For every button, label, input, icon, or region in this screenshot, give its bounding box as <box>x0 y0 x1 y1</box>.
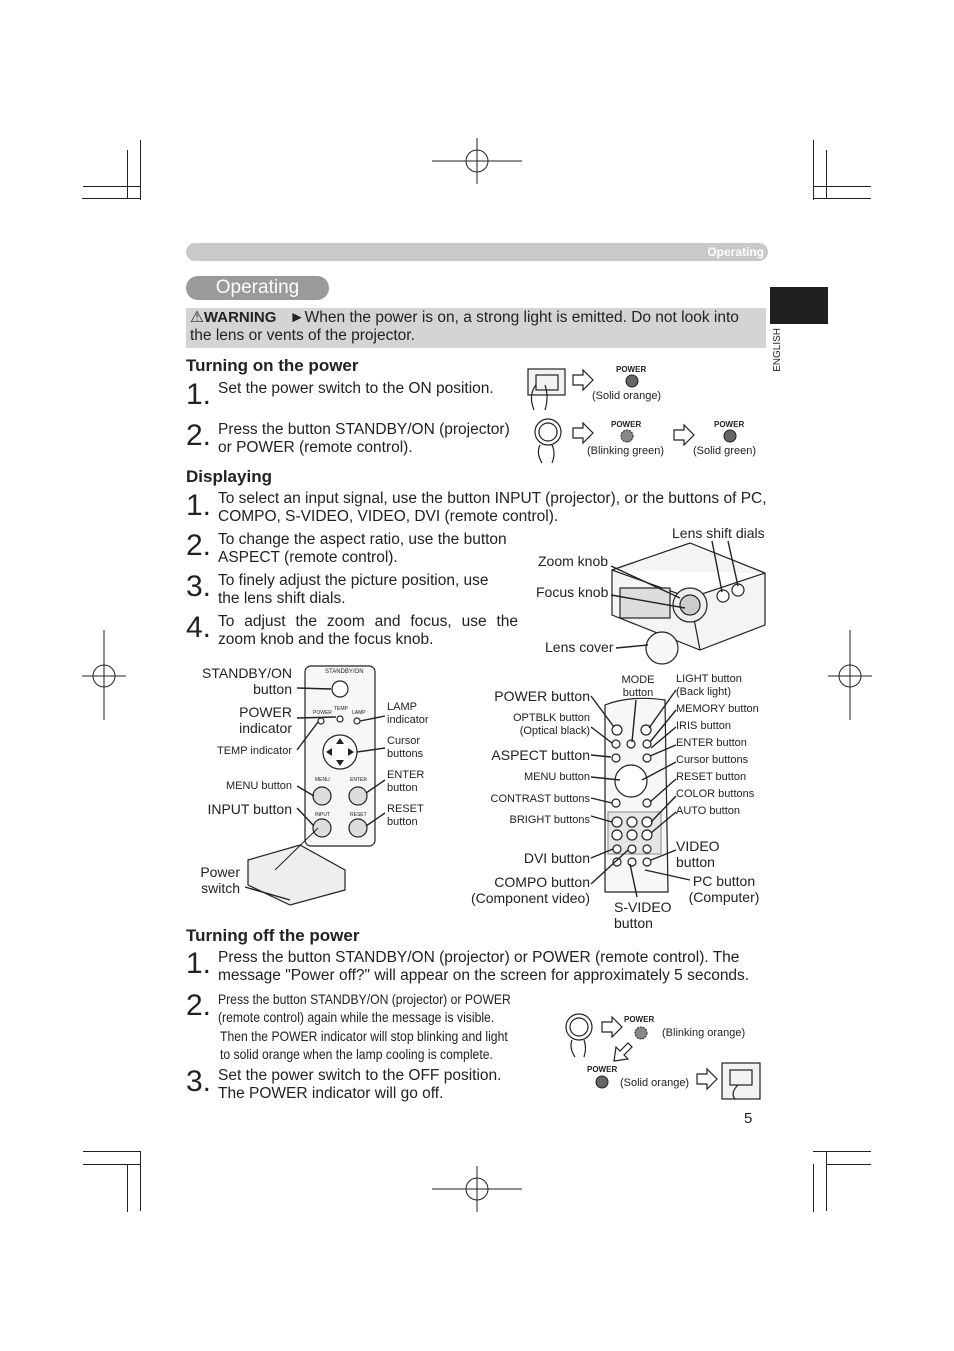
color-buttons-label: COLOR buttons <box>676 788 755 800</box>
lens-shift-label: Lens shift dials <box>672 525 765 541</box>
compo-button-label: COMPO button (Component video) <box>470 874 590 906</box>
bright-buttons-label: BRIGHT buttons <box>509 814 590 826</box>
zoom-knob-label: Zoom knob <box>538 553 609 569</box>
step-text: To select an input signal, use the button INPUT (projector), or the buttons of PC, COMPO, S-VIDEO, VIDEO, DVI (remote control). <box>218 490 767 525</box>
auto-button-label: AUTO button <box>676 805 740 817</box>
section-header-label: Operating <box>707 245 764 259</box>
step-number: 2. <box>186 419 212 452</box>
iris-button-label: IRIS button <box>676 720 732 732</box>
step-text: To adjust the zoom and focus, use the zoom knob and the focus knob. <box>218 613 518 648</box>
power-led-label: POWER <box>587 1065 618 1074</box>
solid-orange-label: (Solid orange) <box>592 390 662 402</box>
step-text: Press the button STANDBY/ON (projector) or POWER (remote control). The message "Power off?" will appear on the screen for approximately 5 seconds. <box>218 949 750 984</box>
step-number: 1. <box>186 947 212 980</box>
lamp-indicator-label: LAMP indicator <box>387 701 429 726</box>
power-led-label: POWER <box>624 1015 655 1024</box>
temp-indicator-label: TEMP indicator <box>217 745 292 757</box>
enter-button-label: ENTER button <box>387 769 425 794</box>
reset-button-label: RESET button <box>387 803 424 828</box>
page-number: 5 <box>744 1110 753 1127</box>
step-number: 3. <box>186 570 212 603</box>
mode-button-label: MODE button <box>621 674 655 699</box>
cursor-buttons-label: Cursor buttons <box>676 754 749 766</box>
warning-icon: ⚠ <box>190 309 204 326</box>
language-label: ENGLISH <box>772 328 783 372</box>
enter-button-label: ENTER button <box>676 737 747 749</box>
power-indicator-label: POWER indicator <box>239 704 292 736</box>
solid-green-label: (Solid green) <box>693 445 756 457</box>
focus-knob-label: Focus knob <box>536 584 609 600</box>
power-switch-label: Power switch <box>200 864 240 896</box>
section-title: Operating <box>186 276 329 300</box>
power-led-label: POWER <box>611 420 642 429</box>
step-number: 4. <box>186 611 212 644</box>
step-number: 3. <box>186 1065 212 1098</box>
svideo-button-label: S-VIDEO button <box>614 899 672 931</box>
step-number: 2. <box>186 529 212 562</box>
step-text: To finely adjust the picture position, use the lens shift dials. <box>218 572 489 607</box>
step-number: 2. <box>186 989 212 1022</box>
warning-text: ►When the power is on, a strong light is emitted. Do not look into the lens or vents of the projector. <box>190 309 739 344</box>
displaying-heading: Displaying <box>186 467 272 486</box>
turning-off-heading: Turning off the power <box>186 926 360 945</box>
panel-reset-text: RESET <box>350 812 367 818</box>
step-text: Then the POWER indicator will stop blinking and light to solid orange when the lamp cooling is complete. <box>220 1028 508 1062</box>
step-text: Press the button STANDBY/ON (projector) or POWER (remote control) again while the message is visible. <box>218 991 511 1025</box>
step-text: Set the power switch to the ON position. <box>218 380 494 397</box>
step-text: To change the aspect ratio, use the button ASPECT (remote control). <box>218 531 507 566</box>
memory-button-label: MEMORY button <box>676 703 759 715</box>
step-text: Set the power switch to the OFF position. The POWER indicator will go off. <box>218 1067 502 1102</box>
power-led-label: POWER <box>714 420 745 429</box>
dvi-button-label: DVI button <box>523 850 590 866</box>
light-button-label: LIGHT button (Back light) <box>676 673 742 698</box>
solid-orange-label: (Solid orange) <box>620 1077 690 1089</box>
step-number: 1. <box>186 489 212 522</box>
power-led-label: POWER <box>616 365 647 374</box>
optblk-button-label: OPTBLK button (Optical black) <box>512 712 590 737</box>
panel-standby-text: STANDBY/ON <box>325 669 364 675</box>
aspect-button-label: ASPECT button <box>491 747 590 763</box>
panel-temp-text: TEMP <box>334 706 348 712</box>
step-text: Press the button STANDBY/ON (projector) or POWER (remote control). <box>218 421 510 456</box>
cursor-buttons-label: Cursor buttons <box>387 735 424 760</box>
blinking-orange-label: (Blinking orange) <box>662 1027 746 1039</box>
warning-label: WARNING <box>203 309 277 326</box>
step-number: 1. <box>186 378 212 411</box>
panel-power-text: POWER <box>313 710 332 716</box>
reset-button-label: RESET button <box>676 771 747 783</box>
video-button-label: VIDEO button <box>676 838 720 870</box>
standby-on-label: STANDBY/ON button <box>202 665 292 697</box>
blinking-green-label: (Blinking green) <box>587 445 665 457</box>
input-button-label: INPUT button <box>207 801 292 817</box>
menu-button-label: MENU button <box>523 771 590 783</box>
turning-on-heading: Turning on the power <box>186 356 359 375</box>
panel-input-text: INPUT <box>315 812 330 818</box>
contrast-buttons-label: CONTRAST buttons <box>490 793 590 805</box>
pc-button-label: PC button (Computer) <box>688 873 760 905</box>
panel-menu-text: MENU <box>315 777 330 783</box>
lens-cover-label: Lens cover <box>545 639 614 655</box>
panel-lamp-text: LAMP <box>352 710 366 716</box>
panel-enter-text: ENTER <box>350 777 367 783</box>
menu-button-label: MENU button <box>225 780 292 792</box>
power-button-label: POWER button <box>494 688 590 704</box>
